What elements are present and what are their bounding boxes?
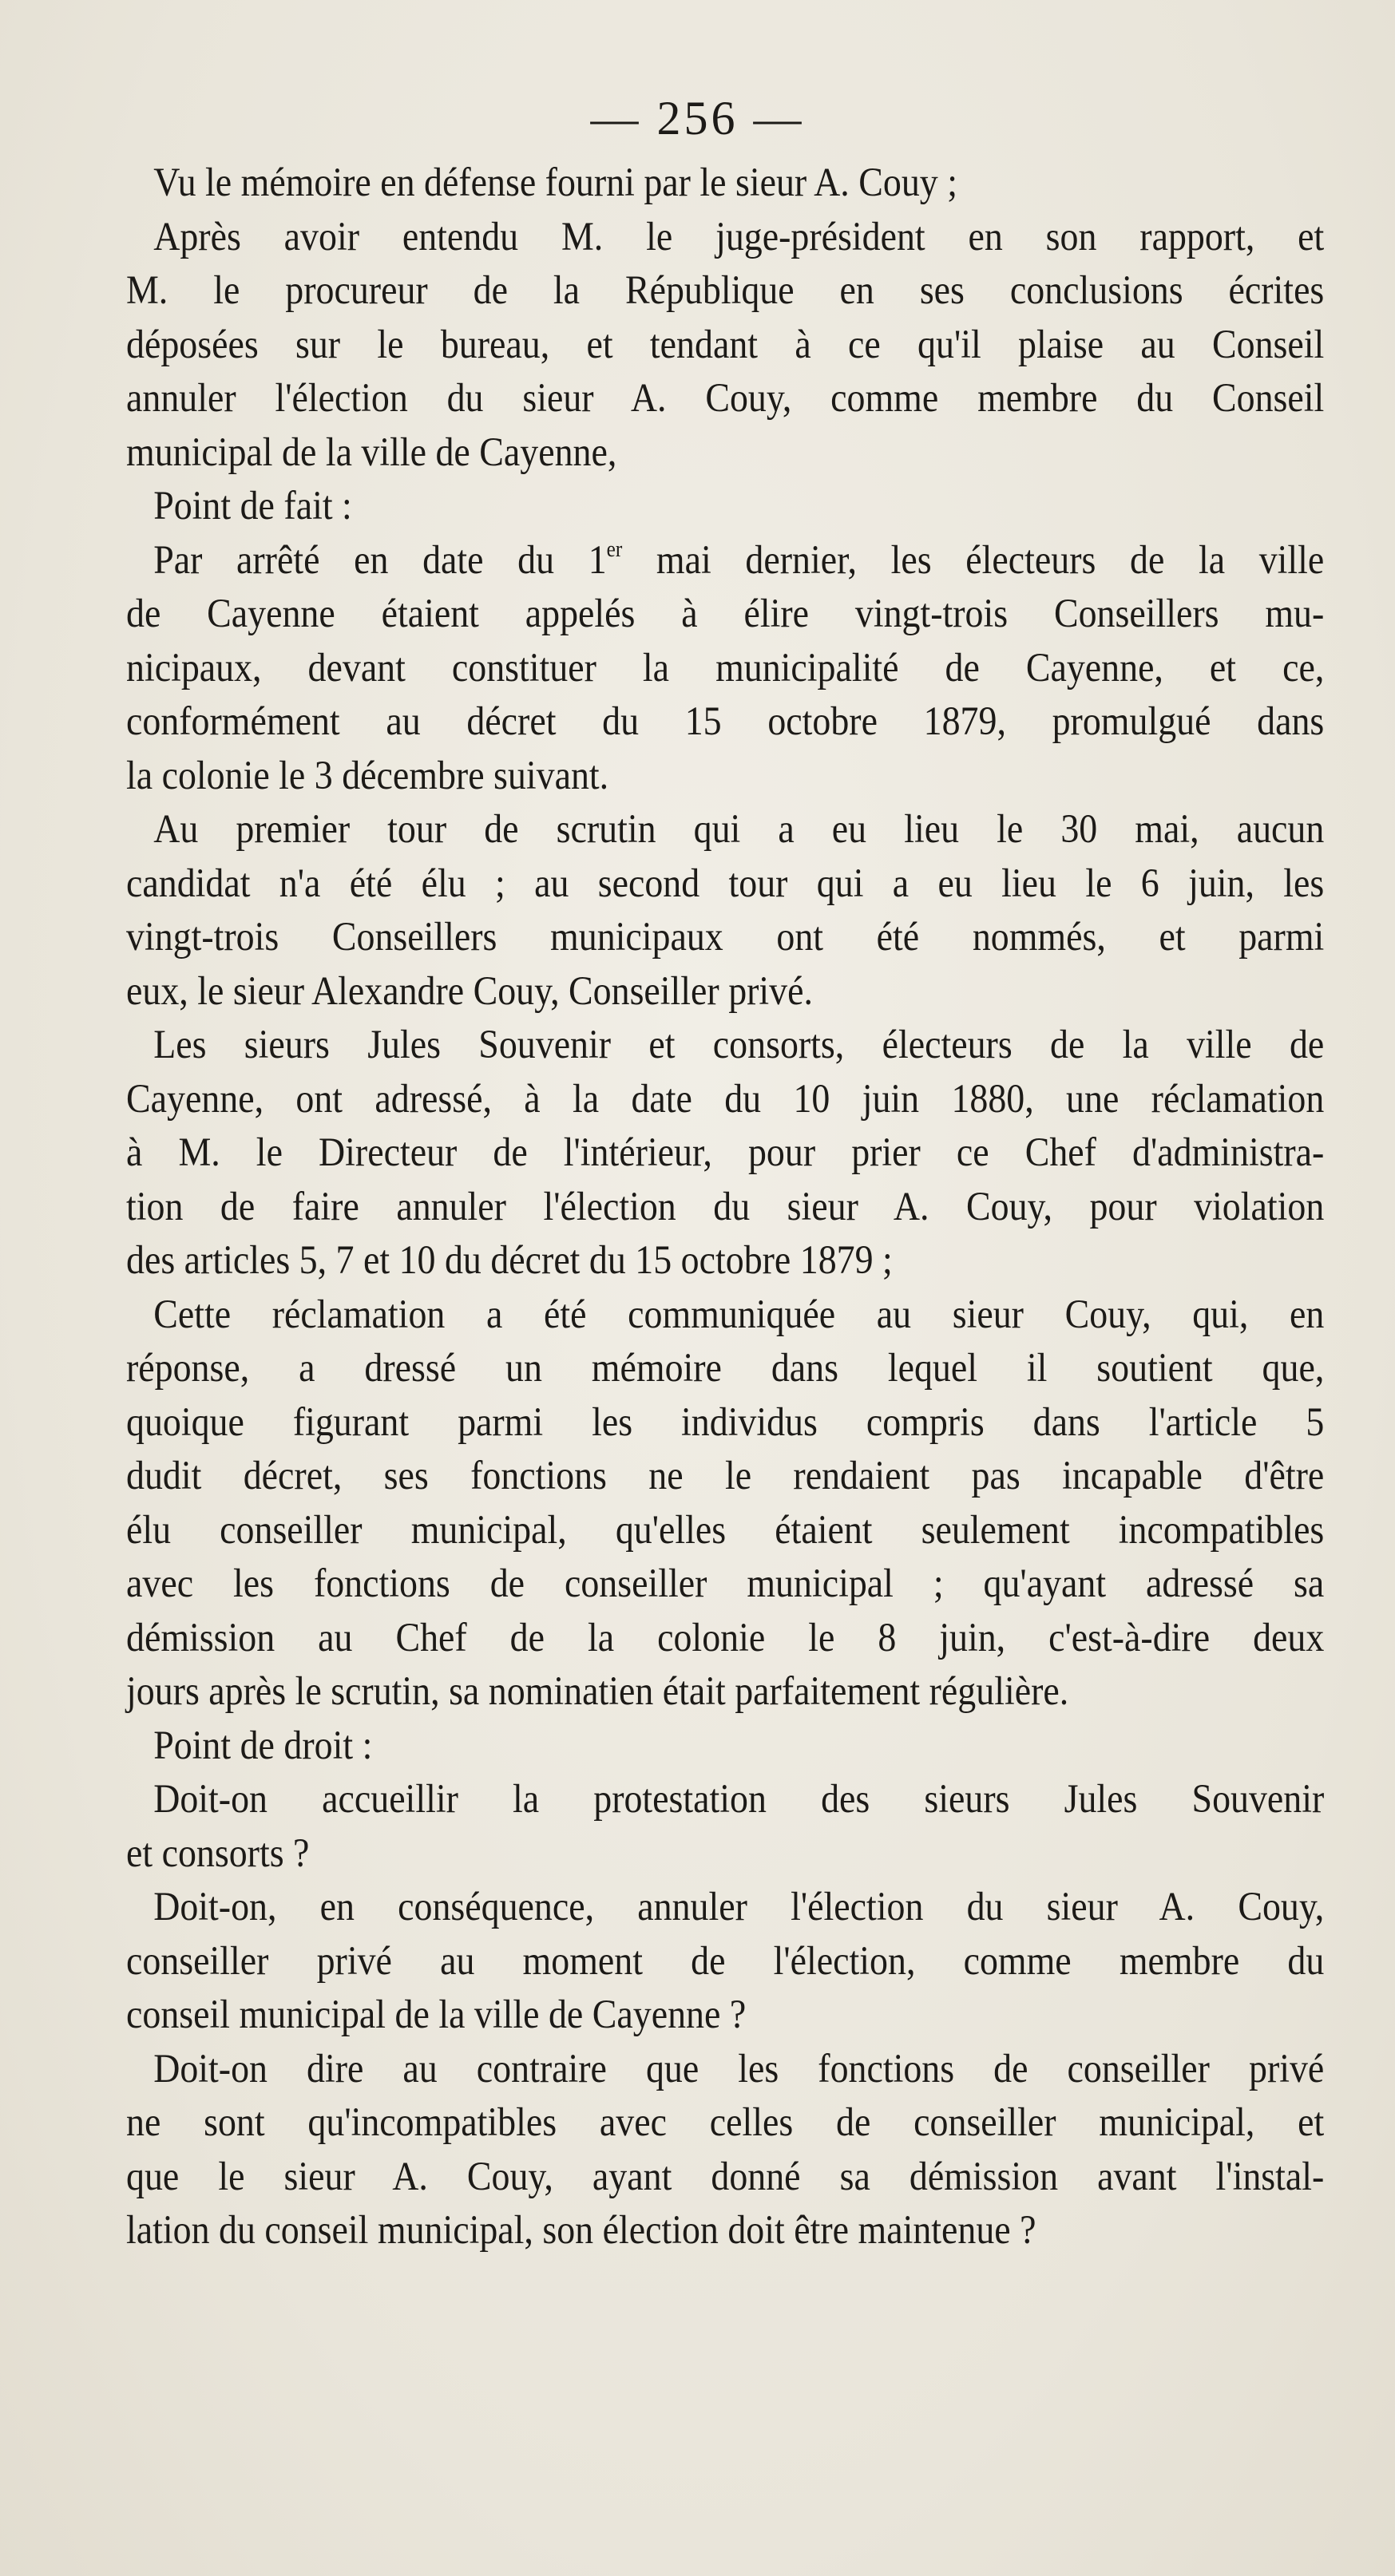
paragraph-question-3 — [126, 2043, 1325, 2258]
paragraph-sieurs-jules — [126, 1019, 1325, 1288]
text-line: Doit-on dire au contraire que les fonctions de conseiller privé — [153, 2046, 1325, 2091]
text-line-with-superscript: Par arrêté en date du 1er mai dernier, les électeurs de la ville — [153, 536, 1325, 583]
text-line: M. le procureur de la République en ses conclusions écrites — [126, 268, 1325, 313]
text-line: démission au Chef de la colonie le 8 juin, c'est-à-dire deux — [126, 1615, 1325, 1660]
text-line: conseil municipal de la ville de Cayenne ? — [126, 1992, 747, 2037]
text-line: conseiller privé au moment de l'élection, comme membre du — [126, 1938, 1325, 1984]
text-line: candidat n'a été élu ; au second tour qui a eu lieu le 6 juin, les — [126, 861, 1325, 906]
paragraph-premier-tour — [126, 803, 1325, 1019]
text-line: à M. le Directeur de l'intérieur, pour prier ce Chef d'administra- — [126, 1130, 1325, 1175]
text-line: Après avoir entendu M. le juge-président en son rapport, et — [153, 214, 1325, 259]
text-line: et consorts ? — [126, 1830, 310, 1876]
text-line: Doit-on accueillir la protestation des sieurs Jules Souvenir — [153, 1777, 1325, 1822]
text-line: nicipaux, devant constituer la municipalité de Cayenne, et ce, — [126, 645, 1325, 690]
text-line: Doit-on, en conséquence, annuler l'élection du sieur A. Couy, — [153, 1885, 1325, 1929]
text-line: Au premier tour de scrutin qui a eu lieu le 30 mai, aucun — [153, 807, 1325, 852]
body-text — [126, 156, 1325, 2258]
paragraph-par-arrete — [126, 534, 1325, 804]
text-line: réponse, a dressé un mémoire dans lequel il soutient que, — [126, 1346, 1325, 1391]
text-line: lation du conseil municipal, son élection doit être maintenue ? — [126, 2208, 1036, 2253]
text-line: dudit décret, ses fonctions ne le rendaient pas incapable d'être — [126, 1454, 1325, 1498]
text-line: avec les fonctions de conseiller municipal ; qu'ayant adressé sa — [126, 1561, 1325, 1606]
text-line: tion de faire annuler l'élection du sieur A. Couy, pour violation — [126, 1184, 1325, 1229]
text-line: que le sieur A. Couy, ayant donné sa démission avant l'instal- — [126, 2154, 1325, 2199]
paragraph-question-1 — [126, 1773, 1325, 1881]
text-line: Point de fait : — [153, 484, 352, 528]
page-number: — 256 — — [590, 92, 805, 144]
text-line: Vu le mémoire en défense fourni par le sieur A. Couy ; — [153, 160, 957, 205]
text-line: des articles 5, 7 et 10 du décret du 15 octobre 1879 ; — [126, 1238, 893, 1283]
paragraph-question-2 — [126, 1881, 1325, 2043]
text-line: jours après le scrutin, sa nominatien était parfaitement régulière. — [126, 1669, 1069, 1714]
text-line: ne sont qu'incompatibles avec celles de conseiller municipal, et — [126, 2100, 1325, 2145]
text-line: conformément au décret du 15 octobre 1879, promulgué dans — [126, 699, 1325, 744]
paragraph-memoire — [126, 156, 1204, 211]
text-line: quoique figurant parmi les individus compris dans l'article 5 — [126, 1399, 1325, 1445]
text-line: Point de droit : — [153, 1723, 373, 1768]
text-line: la colonie le 3 décembre suivant. — [126, 753, 609, 798]
paragraph-apres-avoir-entendu — [126, 211, 1325, 481]
text-line: municipal de la ville de Cayenne, — [126, 429, 617, 475]
text-line: Les sieurs Jules Souvenir et consorts, électeurs de la ville de — [153, 1023, 1325, 1067]
paragraph-point-de-droit — [126, 1719, 1204, 1774]
text-line: eux, le sieur Alexandre Couy, Conseiller privé. — [126, 968, 813, 1014]
text-line: annuler l'élection du sieur A. Couy, comme membre du Conseil — [126, 376, 1325, 421]
paragraph-reclamation — [126, 1288, 1325, 1719]
text-line: élu conseiller municipal, qu'elles étaient seulement incompatibles — [126, 1507, 1325, 1553]
text-line: vingt-trois Conseillers municipaux ont été nommés, et parmi — [126, 915, 1325, 960]
text-line: de Cayenne étaient appelés à élire vingt-trois Conseillers mu- — [126, 592, 1325, 636]
text-line: Cette réclamation a été communiquée au sieur Couy, qui, en — [153, 1292, 1325, 1337]
text-line: déposées sur le bureau, et tendant à ce qu'il plaise au Conseil — [126, 322, 1325, 367]
text-line: Cayenne, ont adressé, à la date du 10 juin 1880, une réclamation — [126, 1076, 1325, 1122]
paragraph-point-de-fait — [126, 480, 1204, 534]
